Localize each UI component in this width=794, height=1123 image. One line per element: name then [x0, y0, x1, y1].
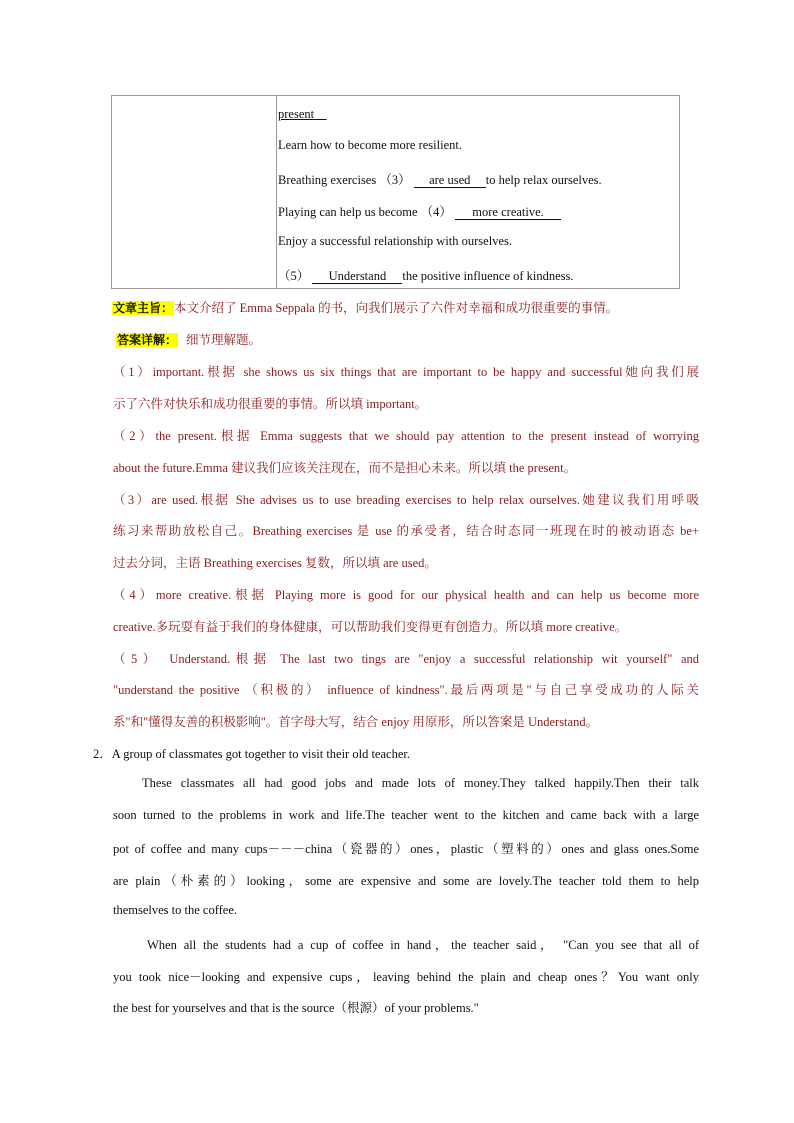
- table-line-2: Learn how to become more resilient.: [278, 138, 462, 152]
- passage-line-2: soon turned to the problems in work and life.The teacher went to the kitchen and came back with a large: [113, 808, 699, 822]
- passage-line-4: are plain（朴素的）looking，some are expensive and some are lovely.The teacher told them to help: [113, 874, 699, 888]
- summary-text: 本文介绍了 Emma Seppala 的书，向我们展示了六件对幸福和成功很重要的事情。: [174, 301, 619, 315]
- passage-line-6: When all the students had a cup of coffee in hand，the teacher said， "Can you see that all of: [147, 938, 699, 952]
- explanation-line-2: 示了六件对快乐和成功很重要的事情。所以填 important。: [113, 397, 428, 411]
- explanation-line-12: 系"和"懂得友善的积极影响"。首字母大写，结合 enjoy 用原形，所以答案是 Understand。: [113, 715, 599, 729]
- blank-5: Understand: [312, 269, 402, 284]
- explanation-line-11: "understand the positive （积极的） influence of kindness".最后两项是"与自己享受成功的人际关: [113, 683, 699, 697]
- explanation-line-5: （3）are used.根据 She advises us to use breading exercises to help relax ourselves.她建议我们用呼吸: [113, 493, 699, 507]
- explanation-line-10: （5） Understand.根据 The last two tings are "enjoy a successful relationship wit yourself" and: [113, 652, 699, 666]
- explanation-line-9: creative.多玩耍有益于我们的身体健康，可以帮助我们变得更有创造力。所以填 more creative。: [113, 620, 628, 634]
- table-line-4: Playing can help us become （4） more creative.: [278, 202, 561, 220]
- passage-line-7: you took nice－looking and expensive cups，leaving behind the plain and cheap ones？You want only: [113, 970, 699, 984]
- summary-tag: 文章主旨：: [113, 301, 174, 315]
- table-line-1: present: [278, 107, 315, 121]
- passage-line-1: These classmates all had good jobs and made lots of money.They talked happily.Then their talk: [142, 776, 699, 790]
- table-line-6: （5） Understand the positive influence of kindness.: [278, 269, 574, 283]
- table-line-3: Breathing exercises （3） are used to help relax ourselves.: [278, 173, 602, 187]
- table-text: [111, 95, 680, 289]
- question-number: 2．: [93, 747, 112, 761]
- passage-line-8: the best for yourselves and that is the source（根源）of your problems.": [113, 1001, 479, 1015]
- explanation-line-8: （4）more creative.根据 Playing more is good for our physical health and can help us become more: [113, 588, 699, 602]
- passage-line-5: themselves to the coffee.: [113, 903, 238, 917]
- explanation-line-3: （2）the present.根据 Emma suggests that we should pay attention to the present instead of worrying: [113, 429, 699, 443]
- answer-text: 细节理解题。: [186, 333, 262, 347]
- blank-4: more creative.: [455, 205, 561, 220]
- explanation-line-1: （1）important.根据 she shows us six things that are important to be happy and successful她向我们展: [113, 365, 699, 379]
- table-line-5: Enjoy a successful relationship with ourselves.: [278, 234, 512, 248]
- summary-line: [112, 298, 618, 316]
- question-2-intro: 2．A group of classmates got together to visit their old teacher.: [93, 747, 410, 761]
- blank-3: are used: [414, 173, 486, 188]
- answer-tag: 答案详解：: [117, 333, 178, 347]
- passage-line-3: pot of coffee and many cups－－－china（瓷器的）ones，plastic（塑料的）ones and glass ones.Some: [113, 842, 699, 856]
- explanation-line-6: 练习来帮助放松自己。Breathing exercises 是 use 的承受者，结合时态同一班现在时的被动语态 be+: [113, 524, 699, 538]
- explanation-line-4: about the future.Emma 建议我们应该关注现在，而不是担心未来。所以填 the present。: [113, 461, 577, 475]
- answer-line: [116, 330, 261, 348]
- explanation-line-7: 过去分词，主语 Breathing exercises 复数，所以填 are used。: [113, 556, 437, 570]
